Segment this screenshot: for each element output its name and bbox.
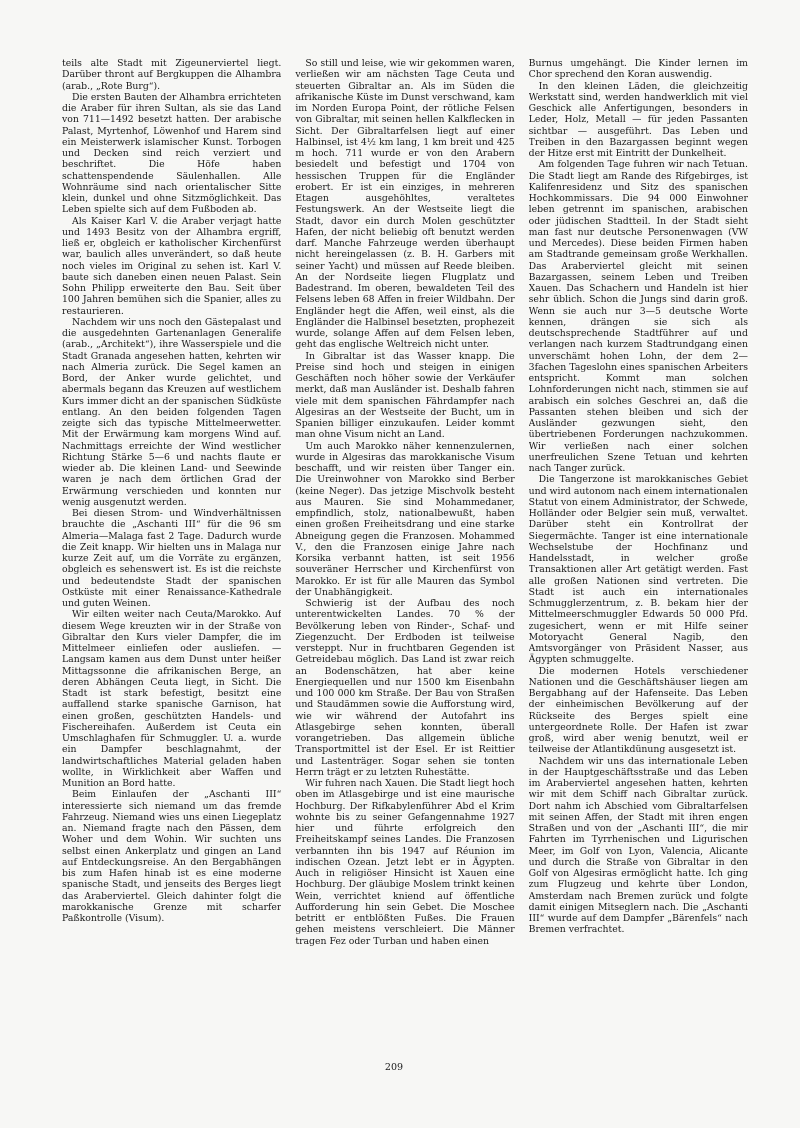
text-columns [62,58,748,1058]
paragraph: Um auch Marokko näher kennenzulernen, wurde in Algesiras das marokkanische Visum beschafft, und wir reisten über Tanger ein. Die Ureinwohner von Marokko sind Berber (keine Neger). Das jetzige Mischvolk besteht aus Mauren. Sie sind Mohammedaner, empfindlich, stolz, nationalbewußt, haben einen großen Freiheitsdrang und eine starke Abneigung gegen die Franzosen. Mohammed V., den die Franzosen einige Jahre nach Korsika verbannt hatten, ist seit 1956 souveräner Herrscher und Kirchenfürst von Marokko. Er ist für alle Mauren das Symbol der Unabhängigkeit. [295,440,515,598]
paragraph: Bei diesen Strom- und Windverhältnissen brauchte die „Aschanti III“ für die 96 sm Almeria—Malaga fast 2 Tage. Dadurch wurde die Zeit knapp. Wir hielten uns in Malaga nur kurze Zeit auf, um die Vorräte zu ergänzen, obgleich es sehenswert ist. Es ist die reichste und bedeutendste Stadt der spanischen Ostküste mit einer Renaissance-Kathedrale und guten Weinen. [62,508,282,609]
paragraph: In Gibraltar ist das Wasser knapp. Die Preise sind hoch und steigen in einigen Geschäften noch höher sowie der Verkäufer merkt, daß man Ausländer ist. Deshalb fahren viele mit dem spanischen Fährdampfer nach Algesiras an der Westseite der Bucht, um in Spanien billiger einzukaufen. Leider kommt man ohne Visum nicht an Land. [295,350,515,441]
paragraph: Wir fuhren nach Xauen. Die Stadt liegt hoch oben im Atlasgebirge und ist eine maurische Hochburg. Der Rifkabylenführer Abd el Krim wohnte bis zu seiner Gefangennahme 1927 hier und führte erfolgreich den Freiheitskampf seines Landes. Die Franzosen verbannten ihn bis 1947 auf Réunion im indischen Ozean. Jetzt lebt er in Ägypten. Auch in religiöser Hinsicht ist Xauen eine Hochburg. Der gläubige Moslem trinkt keinen Wein, verrichtet kniend auf öffentliche Aufforderung hin sein Gebet. Die Moschee betritt er entblößten Fußes. Die Frauen gehen meistens verschleiert. Die Männer tragen Fez oder Turban und haben einen [295,778,515,947]
paragraph: Die ersten Bauten der Alhambra errichteten die Araber für ihren Sultan, als sie das Land von 711—1492 besetzt hatten. Der arabische Palast, Myrtenhof, Löwenhof und Harem sind ein Meisterwerk islamischer Kunst. Torbogen und Decken sind reich verziert und beschriftet. Die Höfe haben schattenspendende Säulenhallen. Alle Wohnräume sind nach orientalischer Sitte klein, dunkel und ohne Sitzmöglichkeit. Das Leben spielte sich auf dem Fußboden ab. [62,91,282,216]
text-column-3 [529,58,748,1058]
paragraph: Burnus umgehängt. Die Kinder lernen im Chor sprechend den Koran auswendig. [528,58,748,81]
paragraph: So still und leise, wie wir gekommen waren, verließen wir am nächsten Tage Ceuta und steuerten Gibraltar an. Als im Süden die afrikanische Küste im Dunst verschwand, kam im Norden Europa Point, der rötliche Felsen von Gibraltar, mit seinen hellen Kalkflecken in Sicht. Der Gibraltarfelsen liegt auf einer Halbinsel, ist 4½ km lang, 1 km breit und 425 m hoch. 711 wurde er von den Arabern besiedelt und befestigt und 1704 von hessischen Truppen für die Engländer erobert. Er ist ein einziges, in mehreren Etagen ausgehöhltes, veraltetes Festungswerk. An der Westseite liegt die Stadt, davor ein durch Molen geschützter Hafen, der nicht beliebig oft benutzt werden darf. Manche Fahrzeuge werden überhaupt nicht hereingelassen (z. B. H. Garbers mit seiner Yacht) und müssen auf Reede bleiben. An der Nordseite liegen Flugplatz und Badestrand. Im oberen, bewaldeten Teil des Felsens leben 68 Affen in freier Wildbahn. Der Engländer hegt die Affen, weil einst, als die Engländer die Halbinsel besetzten, prophezeit wurde, solange Affen auf dem Felsen leben, geht das englische Weltreich nicht unter. [295,58,515,351]
paragraph: Die Tangerzone ist marokkanisches Gebiet und wird autonom nach einem internationalen Statut von einem Administrator, der Schwede, Holländer oder Belgier sein muß, verwaltet. Darüber steht ein Kontrollrat der Siegermächte. Tanger ist eine internationale Wechselstube der Hochfinanz und Handelsstadt, in welcher große Transaktionen aller Art getätigt werden. Fast alle großen Nationen sind vertreten. Die Stadt ist auch ein internationales Schmugglerzentrum, z. B. bekam hier der Mittelmeerschmuggler Edwards 50 000 Pfd. zugesichert, wenn er mit Hilfe seiner Motoryacht General Nagib, den Amtsvorgänger von Präsident Nasser, aus Ägypten schmuggelte. [528,474,748,666]
text-column-1 [62,58,281,1058]
paragraph: Am folgenden Tage fuhren wir nach Tetuan. Die Stadt liegt am Rande des Rifgebirges, ist Kalifenresidenz und Sitz des spanischen Hochkommissars. Die 94 000 Einwohner leben getrennt im spanischen, arabischen oder jüdischen Stadtteil. In der Stadt sieht man fast nur deutsche Personenwagen (VW und Mercedes). Diese beiden Firmen haben am Stadtrande gemeinsam große Werkhallen. Das Araberviertel gleicht mit seinen Bazargassen, seinem Leben und Treiben Xauen. Das Schachern und Handeln ist hier sehr üblich. Schon die Jungs sind darin groß. Wenn sie auch nur 3—5 deutsche Worte kennen, drängen sie sich als deutschsprechende Stadtführer auf und verlangen nach kurzem Stadtrundgang einen unverschämt hohen Lohn, der dem 2—3fachen Tageslohn eines spanischen Arbeiters entspricht. Kommt man solchen Lohnforderungen nicht nach, stimmen sie auf arabisch ein solches Geschrei an, daß die Passanten stehen bleiben und sich der Ausländer gezwungen sieht, den übertriebenen Forderungen nachzukommen. Wir verließen nach einer solchen unerfreulichen Szene Tetuan und kehrten nach Tanger zurück. [528,159,748,474]
paragraph: teils alte Stadt mit Zigeunerviertel liegt. Darüber thront auf Bergkuppen die Alhambra (arab., „Rote Burg“). [62,58,282,92]
page-number: 209 [384,1062,404,1073]
text-column-2 [295,58,514,1058]
paragraph: Als Kaiser Karl V. die Araber verjagt hatte und 1493 Besitz von der Alhambra ergriff, ließ er, obgleich er katholischer Kirchenfürst war, baulich alles unverändert, so daß heute noch vieles im Original zu sehen ist. Karl V. baute sich daneben einen neuen Palast. Sein Sohn Philipp erweiterte den Bau. Seit über 100 Jahren bemühen sich die Spanier, alles zu restaurieren. [62,215,282,317]
paragraph: Die modernen Hotels verschiedener Nationen und die Geschäftshäuser liegen am Bergabhang auf der Hafenseite. Das Leben der einheimischen Bevölkerung auf der Rückseite des Berges spielt eine untergeordnete Rolle. Der Hafen ist zwar groß, wird aber wenig benutzt, weil er teilweise der Atlantikdünung ausgesetzt ist. [528,665,748,756]
paragraph: Beim Einlaufen der „Aschanti III“ interessierte sich niemand um das fremde Fahrzeug. Niemand wies uns einen Liegeplatz an. Niemand fragte nach den Pässen, dem Woher und dem Wohin. Wir suchten uns selbst einen Ankerplatz und gingen an Land auf Entdeckungsreise. An den Bergabhängen bis zum Hafen hinab ist es eine moderne spanische Stadt, und jenseits des Berges liegt das Araberviertel. Gleich dahinter folgt die marokkanische Grenze mit scharfer Paßkontrolle (Visum). [62,789,282,924]
paragraph: Nachdem wir uns das internationale Leben in der Hauptgeschäftsstraße und das Leben im Araberviertel angesehen hatten, kehrten wir mit dem Schiff nach Gibraltar zurück. Dort nahm ich Abschied vom Gibraltarfelsen mit seinen Affen, der Stadt mit ihren engen Straßen und von der „Aschanti III“, die mir Fahrten im Tyrrhenischen und Ligurischen Meer, im Golf von Lyon, Valencia, Alicante und durch die Straße von Gibraltar in den Golf von Algesiras ermöglicht hatte. Ich ging zum Flugzeug und kehrte über London, Amsterdam nach Bremen zurück und folgte damit einigen Mitseglern nach. Die „Aschanti III“ wurde auf dem Dampfer „Bärenfels“ nach Bremen verfrachtet. [528,755,748,936]
paragraph: Wir eilten weiter nach Ceuta/Marokko. Auf diesem Wege kreuzten wir in der Straße von Gibraltar den Kurs vieler Dampfer, die im Mittelmeer einliefen oder ausliefen. — Langsam kamen aus dem Dunst unter heißer Mittagssonne die afrikanischen Berge, an deren Abhängen Ceuta liegt, in Sicht. Die Stadt ist stark befestigt, besitzt eine auffallend starke spanische Garnison, hat einen großen, geschützten Handels- und Fischereihafen. Außerdem ist Ceuta ein Umschlaghafen für Schmuggler. U. a. wurde ein Dampfer beschlagnahmt, der landwirtschaftliches Material geladen haben wollte, in Wirklichkeit aber Waffen und Munition an Bord hatte. [62,609,282,789]
paragraph: In den kleinen Läden, die gleichzeitig Werkstatt sind, werden handwerklich mit viel Geschick alle Anfertigungen, besonders in Leder, Holz, Metall — für jeden Passanten sichtbar — ausgeführt. Das Leben und Treiben in den Bazargassen beginnt wegen der Hitze erst mit Eintritt der Dunkelheit. [528,80,748,159]
paragraph: Schwierig ist der Aufbau des noch unterentwickelten Landes. 70 % der Bevölkerung leben von Rinder-, Schaf- und Ziegenzucht. Der Erdboden ist teilweise versteppt. Nur in fruchtbaren Gegenden ist Getreidebau möglich. Das Land ist zwar reich an Bodenschätzen, hat aber keine Energiequellen und nur 1500 km Eisenbahn und 100 000 km Straße. Der Bau von Straßen und Staudämmen sowie die Aufforstung wird, wie wir während der Autofahrt ins Atlasgebirge sehen konnten, überall vorangetrieben. Das allgemein übliche Transportmittel ist der Esel. Er ist Reittier und Lastenträger. Sogar sehen sie tonten Herrn trägt er zu letzten Ruhestätte. [295,598,515,778]
paragraph: Nachdem wir uns noch den Gästepalast und die ausgedehnten Gartenanlagen Generalife (arab., „Architekt“), ihre Wasserspiele und die Stadt Granada angesehen hatten, kehrten wir nach Almeria zurück. Die Segel kamen an Bord, der Anker wurde gelichtet, und abermals begann das Kreuzen auf westlichem Kurs immer dicht an der spanischen Südküste entlang. An den beiden folgenden Tagen zeigte sich das typische Mittelmeerwetter. Mit der Erwärmung kam morgens Wind auf. Nachmittags erreichte der Wind westlicher Richtung Stärke 5—6 und nachts flaute er wieder ab. Die kleinen Land- und Seewinde waren je nach dem örtlichen Grad der Erwärmung verschieden und konnten nur wenig ausgenutzt werden. [62,316,282,508]
